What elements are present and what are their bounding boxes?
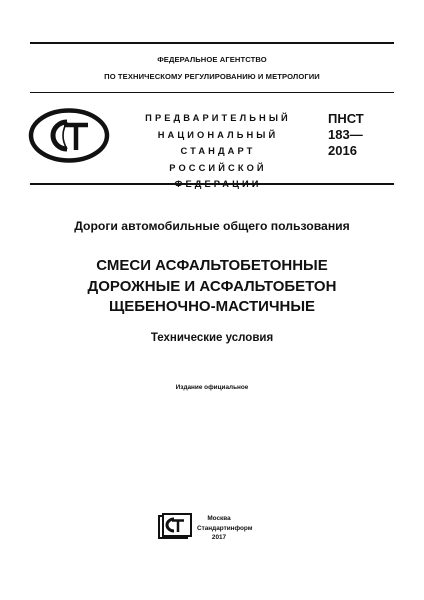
status-line: ФЕДЕРАЦИИ <box>174 179 262 190</box>
agency-name-line1: ФЕДЕРАЛЬНОЕ АГЕНТСТВО <box>157 55 267 64</box>
agency-name-line2: ПО ТЕХНИЧЕСКОМУ РЕГУЛИРОВАНИЮ И МЕТРОЛОГИИ <box>104 72 320 81</box>
header-rule <box>30 92 394 93</box>
top-rule <box>30 42 394 44</box>
status-line: НАЦИОНАЛЬНЫЙ <box>157 129 279 140</box>
status-block <box>138 110 298 193</box>
designation-line: ПНСТ <box>328 111 364 126</box>
designation-line: 183— <box>328 127 363 142</box>
publisher-city: Москва <box>207 515 231 522</box>
status-line: СТАНДАРТ <box>180 146 256 157</box>
document-type: Технические условия <box>150 332 274 344</box>
gost-r-logo-icon <box>28 108 110 163</box>
title-line: ЩЕБЕНОЧНО-МАСТИЧНЫЕ <box>108 298 316 315</box>
status-line: РОССИЙСКОЙ <box>169 162 267 173</box>
document-subject: Дороги автомобильные общего пользования <box>74 219 350 233</box>
title-line: СМЕСИ АСФАЛЬТОБЕТОННЫЕ <box>96 257 328 274</box>
publisher-name: Стандартинформ <box>197 524 253 532</box>
publisher-year: 2017 <box>211 534 227 542</box>
document-title <box>0 256 424 318</box>
standard-designation <box>328 111 364 159</box>
status-line: ПРЕДВАРИТЕЛЬНЫЙ <box>145 113 291 123</box>
standartinform-logo-icon <box>158 513 192 541</box>
edition-note: Издание официальное <box>175 384 249 391</box>
title-line: ДОРОЖНЫЕ И АСФАЛЬТОБЕТОН <box>87 277 337 295</box>
designation-line: 2016 <box>328 143 357 158</box>
publisher-info <box>197 514 253 543</box>
